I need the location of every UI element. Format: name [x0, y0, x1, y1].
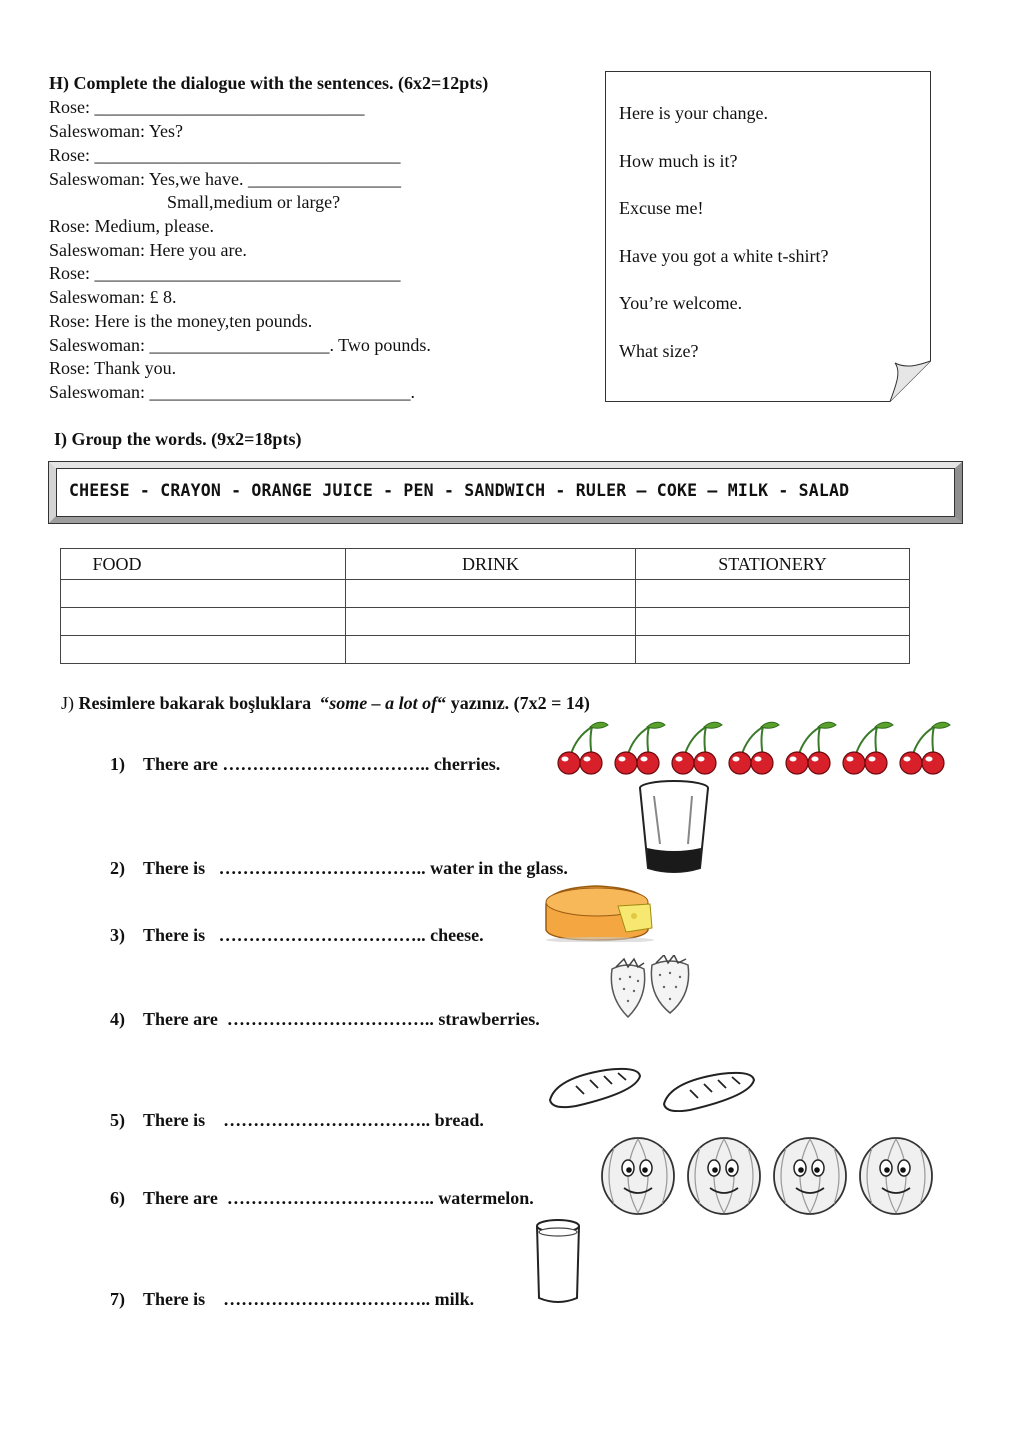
option-1: Here is your change.: [619, 103, 768, 123]
strawberries-image: [606, 955, 692, 1023]
sentence-options-note: [605, 71, 931, 402]
section-h-title: H) Complete the dialogue with the sentences. (6x2=12pts): [49, 73, 489, 93]
option-4: Have you got a white t-shirt?: [619, 246, 829, 266]
answer-cell[interactable]: [346, 608, 636, 636]
dialogue-line-11: Saleswoman: ____________________. Two pounds.: [49, 335, 431, 355]
exercise-item-1: [110, 754, 500, 775]
header-food-label: FOOD: [92, 553, 142, 574]
header-stationery: [636, 549, 910, 580]
cheese-image: [540, 882, 658, 942]
item-text: There is …………………………….. milk.: [143, 1289, 475, 1309]
dialogue-line-3: Rose: __________________________________: [49, 145, 401, 165]
answer-cell[interactable]: [61, 636, 346, 664]
water-glass-image: [634, 778, 714, 878]
item-number: 3): [110, 925, 125, 945]
section-i-title: I) Group the words. (9x2=18pts): [54, 429, 302, 449]
option-6: What size?: [619, 341, 699, 361]
exercise-item-7: [110, 1289, 474, 1310]
answer-cell[interactable]: [636, 580, 910, 608]
dialogue-line-6: Rose: Medium, please.: [49, 216, 214, 236]
dialogue-line-5: Small,medium or large?: [167, 192, 341, 212]
table-row: [61, 580, 910, 608]
header-drink: [346, 549, 636, 580]
milk-glass-image: [532, 1218, 584, 1308]
item-text: There are …………………………….. watermelon.: [143, 1188, 534, 1208]
item-text: There is …………………………….. bread.: [143, 1110, 484, 1130]
answer-cell[interactable]: [61, 580, 346, 608]
dialogue-line-4: Saleswoman: Yes,we have. _________________: [49, 169, 401, 189]
item-number: 5): [110, 1110, 125, 1130]
item-number: 4): [110, 1009, 125, 1029]
bread-image: [546, 1064, 760, 1112]
exercise-item-3: [110, 925, 484, 946]
word-box-inner: [56, 468, 955, 517]
exercise-item-4: [110, 1009, 540, 1030]
exercise-item-2: [110, 858, 568, 879]
dialogue-line-10: Rose: Here is the money,ten pounds.: [49, 311, 313, 331]
dialogue-line-2: Saleswoman: Yes?: [49, 121, 183, 141]
dialogue-line-8: Rose: __________________________________: [49, 263, 401, 283]
dialogue-line-1: Rose: ______________________________: [49, 97, 365, 117]
watermelons-image: [600, 1134, 936, 1216]
answer-cell[interactable]: [61, 608, 346, 636]
table-row: [61, 608, 910, 636]
item-number: 1): [110, 754, 125, 774]
dialogue-line-12: Rose: Thank you.: [49, 358, 177, 378]
section-j-title: [61, 693, 590, 714]
exercise-item-5: [110, 1110, 484, 1131]
item-text: There is …………………………….. water in the glass.: [143, 858, 568, 878]
option-2: How much is it?: [619, 151, 738, 171]
answer-cell[interactable]: [346, 580, 636, 608]
section-j-letter: J): [61, 693, 74, 713]
item-number: 6): [110, 1188, 125, 1208]
header-stationery-label: STATIONERY: [718, 553, 827, 574]
item-text: There are …………………………….. strawberries.: [143, 1009, 540, 1029]
dialogue-line-13: Saleswoman: _____________________________.: [49, 382, 415, 402]
exercise-item-6: [110, 1188, 534, 1209]
header-drink-label: DRINK: [462, 553, 519, 574]
item-text: There is …………………………….. cheese.: [143, 925, 484, 945]
item-number: 2): [110, 858, 125, 878]
answer-cell[interactable]: [636, 608, 910, 636]
option-5: You’re welcome.: [619, 293, 743, 313]
section-j-title-start: Resimlere bakarak boşluklara “: [78, 693, 330, 713]
header-food: [61, 549, 346, 580]
table-header-row: [61, 549, 910, 580]
item-text: There are …………………………….. cherries.: [143, 754, 501, 774]
section-j-title-end: “ yazınız. (7x2 = 14): [437, 693, 590, 713]
answer-cell[interactable]: [346, 636, 636, 664]
dialogue-line-7: Saleswoman: Here you are.: [49, 240, 247, 260]
answer-cell[interactable]: [636, 636, 910, 664]
grouping-table: [60, 548, 910, 664]
dialogue-line-9: Saleswoman: £ 8.: [49, 287, 177, 307]
option-3: Excuse me!: [619, 198, 704, 218]
table-row: [61, 636, 910, 664]
word-list: CHEESE - CRAYON - ORANGE JUICE - PEN - SANDWICH - RULER – COKE – MILK - SALAD: [69, 481, 850, 500]
word-box: [48, 461, 963, 524]
cherries-image: [556, 718, 956, 776]
section-j-title-em: some – a lot of: [329, 693, 438, 713]
item-number: 7): [110, 1289, 125, 1309]
